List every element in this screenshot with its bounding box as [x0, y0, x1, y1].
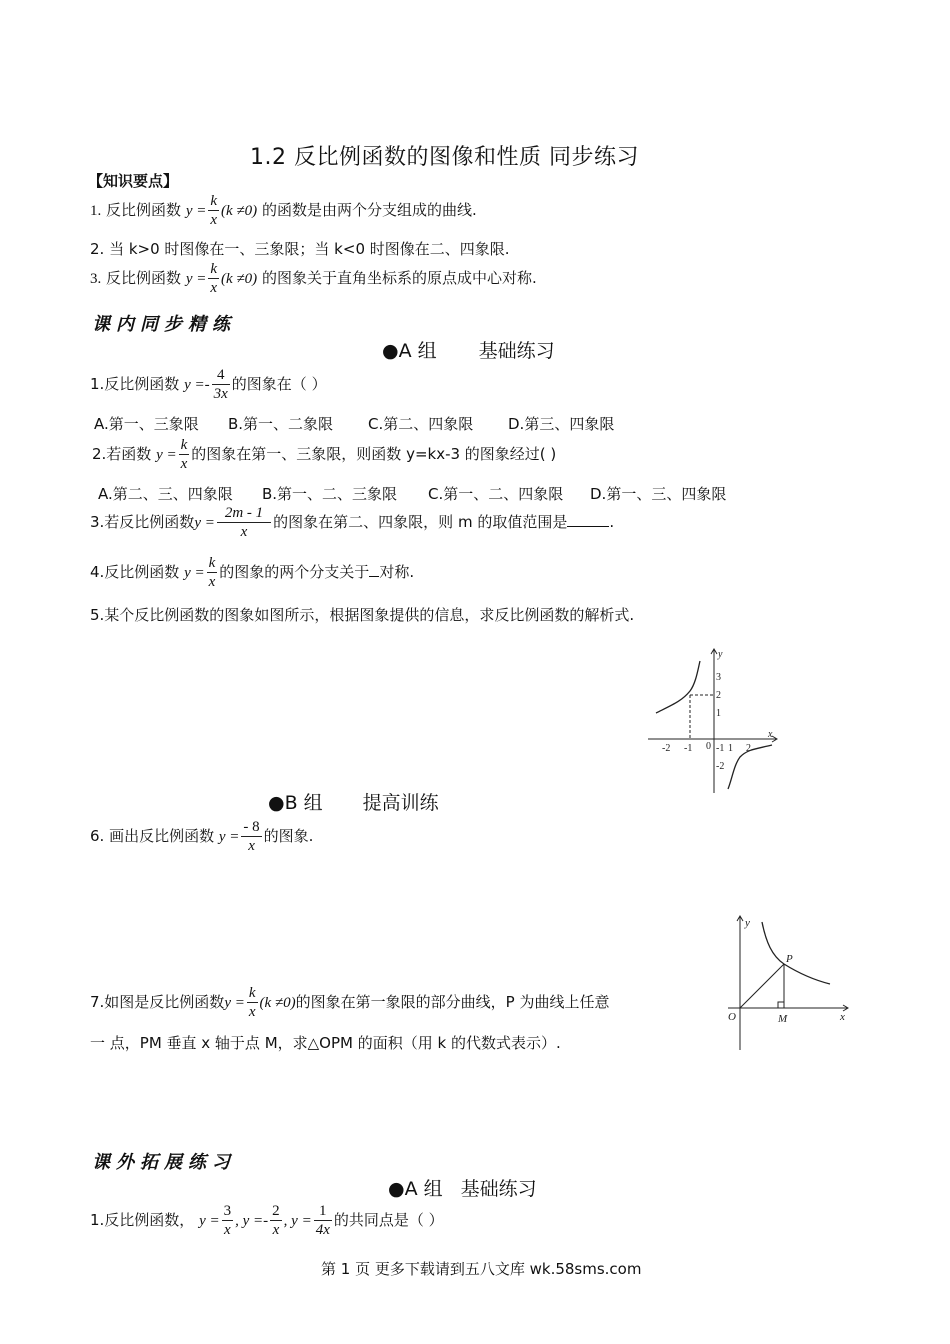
group-a2-heading: ●A 组 基础练习 — [388, 1178, 537, 1200]
question-7: 7.如图是反比例函数y = $\frac{k}{x}$ (k ≠0)的图象在第一象限的部分曲线，P 为曲线上任意 — [90, 985, 610, 1020]
x-tick-label: 2 — [746, 743, 751, 754]
y-tick-label: -2 — [716, 761, 725, 772]
question-5: 5.某个反比例函数的图象如图所示，根据图象提供的信息，求反比例函数的解析式. — [90, 606, 635, 624]
x-tick-label: -1 — [684, 743, 693, 754]
fraction: $\frac{1}{4x}$ — [315, 1203, 330, 1238]
q1-option-a: A.第一、三象限 — [94, 415, 199, 433]
q2-option-d: D.第一、三、四象限 — [590, 485, 727, 503]
question-1: 1.反比例函数 y =- $\frac{4}{3x}$ 的图象在（ ） — [90, 367, 327, 402]
q2-option-a: A.第二、三、四象限 — [98, 485, 233, 503]
question-6: 6. 画出反比例函数 y = $\frac{- 8}{x}$ 的图象. — [90, 819, 314, 854]
group-a-heading: ●A 组 基础练习 — [382, 340, 555, 362]
fraction: $\frac{k}{x}$ — [210, 193, 218, 228]
question-3: 3.若反比例函数y = $\frac{2m - 1}{x}$ 的图象在第二、四象限，则 m 的取值范围是 . — [90, 505, 615, 540]
q2-option-c: C.第一、二、四象限 — [428, 485, 564, 503]
y-tick-label: 2 — [716, 690, 721, 701]
knowledge-heading: 【知识要点】 — [88, 172, 179, 190]
right-angle-mark — [778, 1002, 784, 1008]
y-axis-label: y — [718, 649, 723, 660]
section-heading-extension: 课外拓展练习 — [92, 1152, 236, 1173]
segment-op — [740, 964, 784, 1008]
y-tick-label: 3 — [716, 672, 721, 683]
question-2: 2.若函数 y = $\frac{k}{x}$ 的图象在第一、三象限，则函数 y=kx-3 的图象经过( ) — [92, 437, 557, 472]
hyperbola-graph-1 — [648, 645, 778, 793]
fraction: $\frac{4}{3x}$ — [213, 367, 228, 402]
fraction: $\frac{k}{x}$ — [208, 555, 216, 590]
x-tick-label: -2 — [662, 743, 671, 754]
fraction: $\frac{k}{x}$ — [248, 985, 256, 1020]
q1-option-c: C.第二、四象限 — [368, 415, 474, 433]
x-tick-label: 1 — [728, 743, 733, 754]
knowledge-point-1: 1. 反比例函数 y = $\frac{k}{x}$ (k ≠0) 的函数是由两个分支组成的曲线. — [90, 193, 477, 228]
question-4: 4.反比例函数 y = $\frac{k}{x}$ 的图象的两个分支关于 对称. — [90, 555, 415, 590]
hyperbola-graph-2 — [718, 912, 853, 1052]
q1-option-b: B.第一、二象限 — [228, 415, 334, 433]
answer-blank[interactable] — [369, 562, 379, 577]
point-m-label: M — [778, 1013, 788, 1025]
extension-question-1: 1.反比例函数， y = $\frac{3}{x}$ , y =- $\frac{2}{x}$ , y = $\frac{1}{4x}$ 的共同点是（ ） — [90, 1203, 444, 1238]
q2-option-b: B.第一、二、三象限 — [262, 485, 398, 503]
fraction: $\frac{2m - 1}{x}$ — [217, 504, 271, 541]
y-tick-label: -1 — [716, 743, 725, 754]
fraction: $\frac{k}{x}$ — [180, 437, 188, 472]
y-tick-label: 1 — [716, 708, 721, 719]
question-7-line-2: 一 点，PM 垂直 x 轴于点 M，求△OPM 的面积（用 k 的代数式表示）. — [90, 1034, 561, 1052]
curve-branch-left — [656, 661, 700, 713]
origin-label: O — [728, 1011, 736, 1023]
x-axis-label: x — [840, 1011, 845, 1023]
fraction: $\frac{- 8}{x}$ — [243, 819, 260, 854]
page-title: 1.2 反比例函数的图像和性质 同步练习 — [250, 145, 639, 170]
answer-blank[interactable] — [567, 512, 609, 527]
section-heading-in-class: 课内同步精练 — [92, 314, 236, 335]
fraction: $\frac{3}{x}$ — [223, 1203, 232, 1238]
knowledge-point-3: 3. 反比例函数 y = $\frac{k}{x}$ (k ≠0) 的图象关于直角坐标系的原点成中心对称. — [90, 261, 537, 296]
origin-label: 0 — [706, 741, 711, 752]
group-b-heading: ●B 组 提高训练 — [268, 792, 439, 814]
page-footer: 第 1 页 更多下载请到五八文库 wk.58sms.com — [321, 1260, 642, 1278]
q1-option-d: D.第三、四象限 — [508, 415, 615, 433]
x-axis-label: x — [768, 729, 773, 740]
fraction: $\frac{2}{x}$ — [272, 1203, 280, 1238]
knowledge-point-2: 2. 当 k>0 时图像在一、三象限；当 k<0 时图像在二、四象限. — [90, 240, 510, 258]
curve-first-quadrant — [762, 922, 830, 984]
point-p-label: P — [786, 953, 793, 965]
y-axis-label: y — [745, 917, 750, 929]
fraction: $\frac{k}{x}$ — [210, 261, 218, 296]
